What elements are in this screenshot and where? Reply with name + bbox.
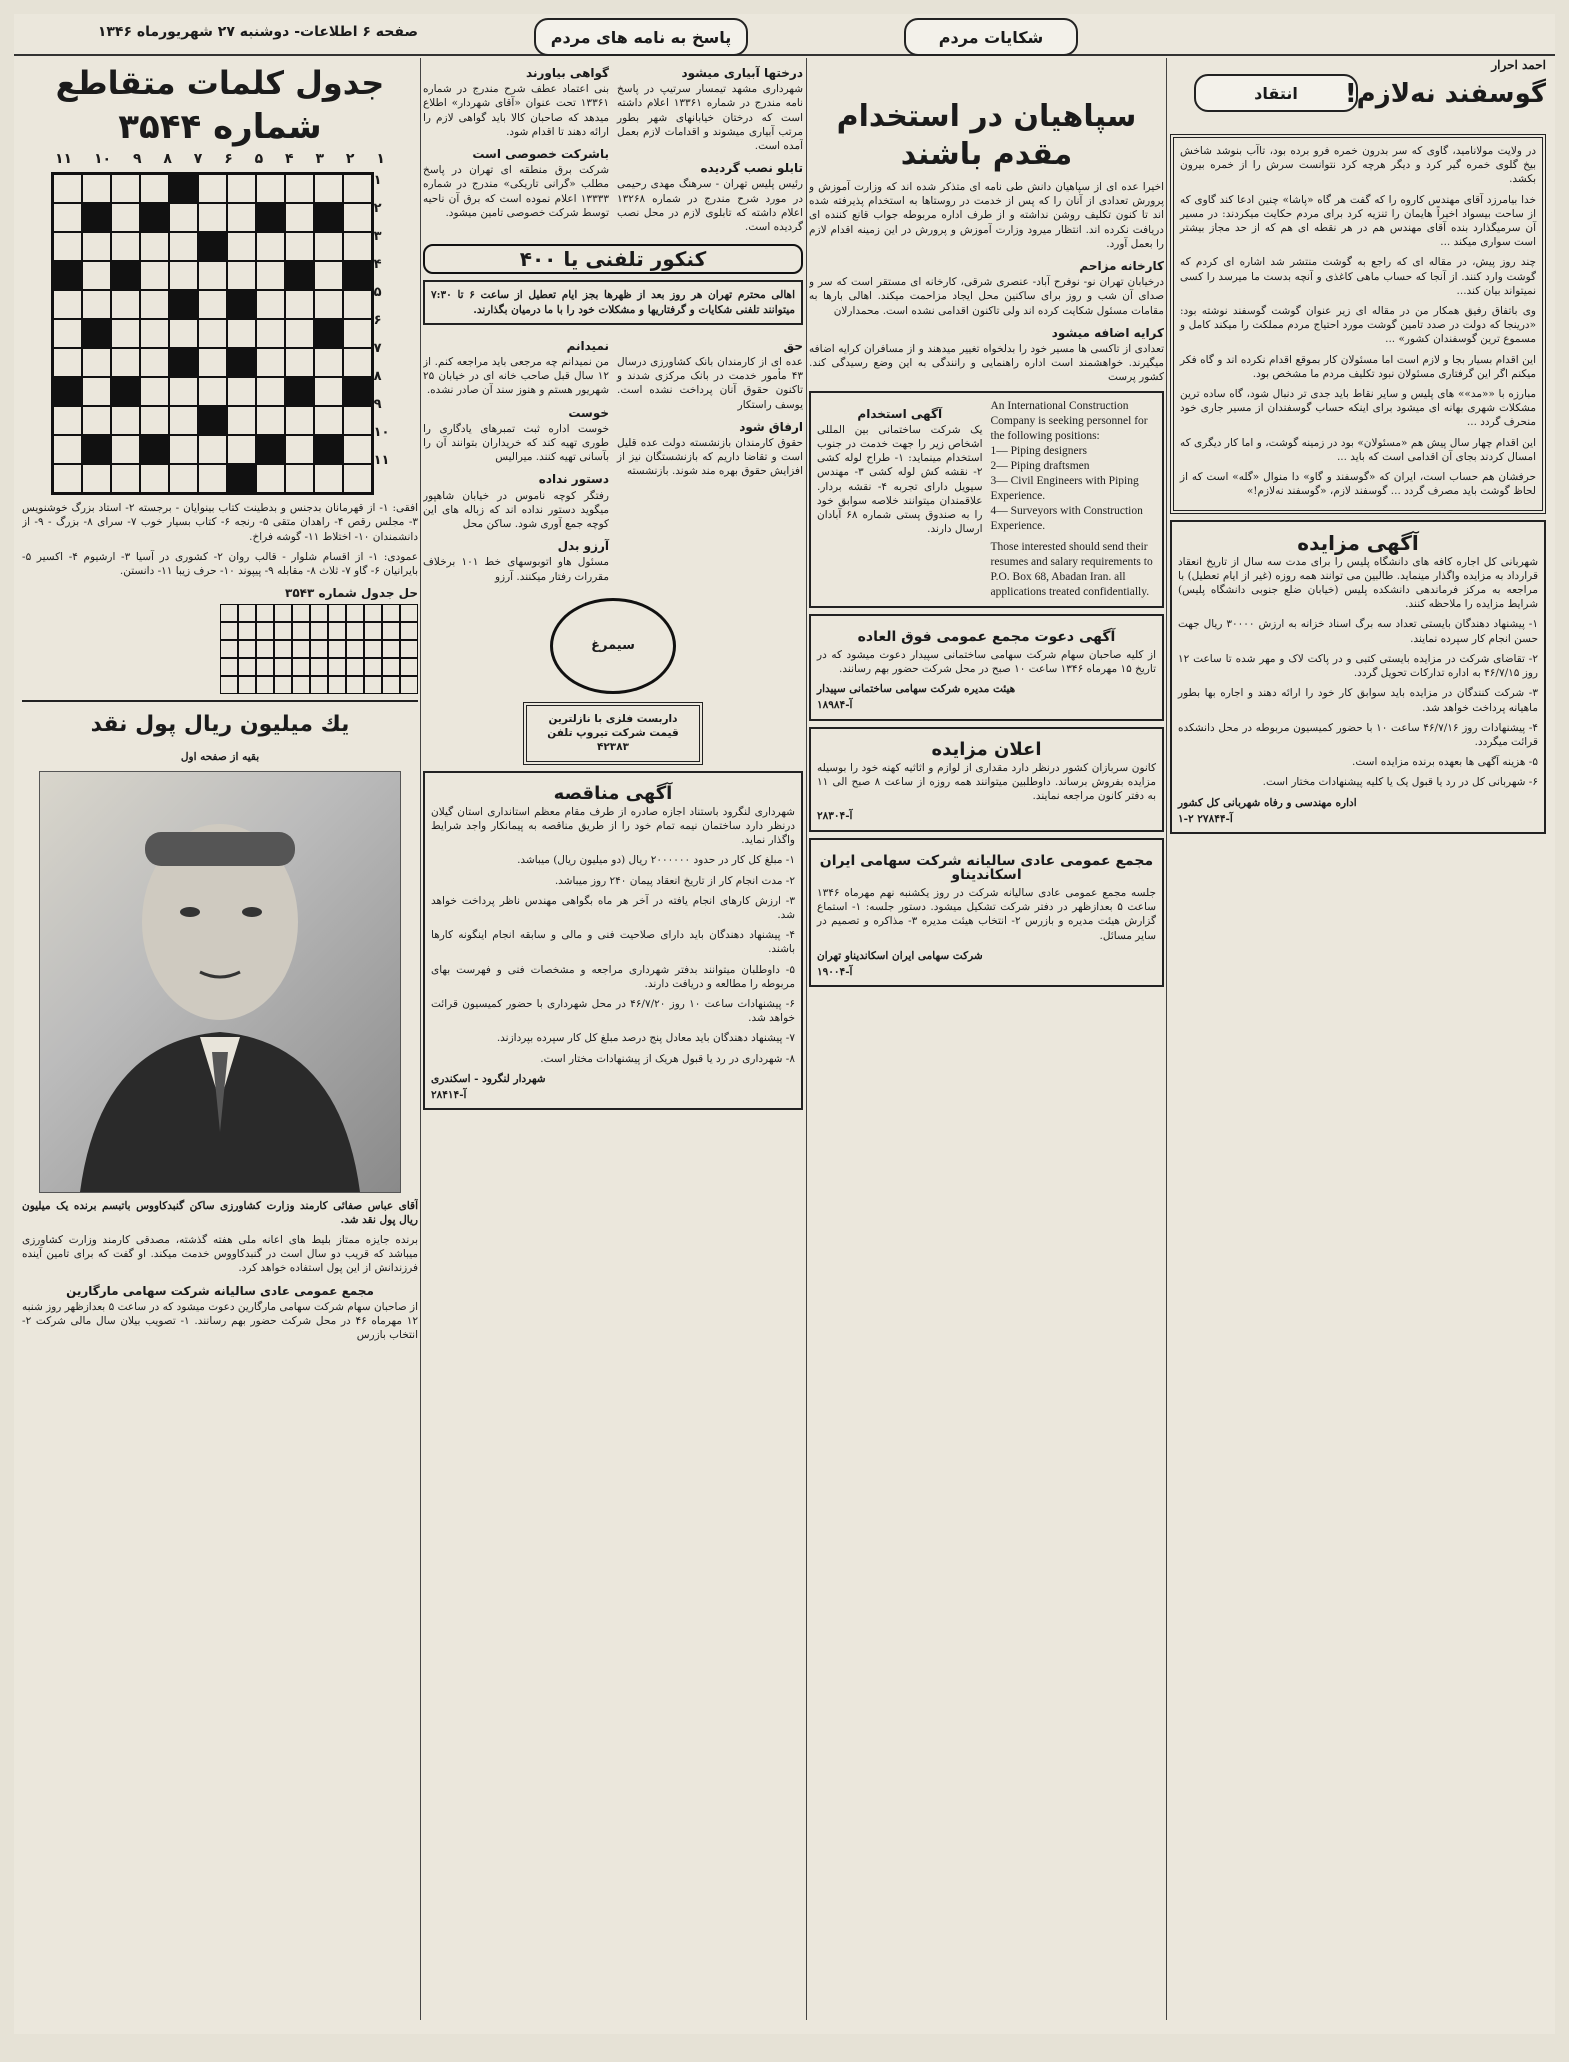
crossword-cell[interactable] bbox=[314, 261, 343, 290]
column-rule bbox=[806, 58, 807, 2020]
phone-calls-right bbox=[617, 331, 803, 590]
call-title: خوست bbox=[568, 405, 609, 420]
crossword-title: جدول کلمات متقاطع bbox=[55, 64, 385, 102]
crossword-cell[interactable] bbox=[169, 232, 198, 261]
crossword-cell[interactable] bbox=[227, 319, 256, 348]
tender-paragraph: ۷- پیشنهاد دهندگان باید معادل پنج درصد مبلغ کل کار سپرده بپردازند. bbox=[496, 1032, 795, 1045]
crossword-row-number: ۱۰ bbox=[373, 425, 390, 441]
critique-paragraph: در ولایت مولانامید، گاوی که سر بدرون خمره فرو برده بود، تاآب بنوشد شاخش بیخ گلوی خمره گیر کرد و دیگر هرچه کرد نتوانست سرش را از خمره بیرون بکشد. bbox=[1180, 145, 1536, 186]
crossword-cell[interactable] bbox=[198, 464, 227, 493]
crossword-cell[interactable] bbox=[256, 377, 285, 406]
crossword-cell[interactable] bbox=[285, 290, 314, 319]
crossword-cell[interactable] bbox=[198, 435, 227, 464]
critique-banner-label: انتقاد bbox=[1254, 83, 1298, 103]
call-text: خوست اداره ثبت تمبرهای یادگاری را طوری تهیه کند که خریداران بتوانند آن را بآسانی تهیه کنند. میرالیس bbox=[423, 422, 609, 464]
critique-paragraph: خدا بیامرزد آقای مهندس کاروه را که گفت هر گاه «پاشا» چنین ادعا کند گاوی که از ساحت بیسواد اخیراً هایمان را تنزیه کرد برای مردم حکایت میکردند: در مسیر آن سرمیگذارد بنده آقای مهندس هم در هر نقطه ای هم که از حد مجاز بیشتر است سواری میکند ... bbox=[1180, 193, 1536, 249]
tender-title: آگهی مناقصه bbox=[553, 782, 673, 804]
photo-caption: آقای عباس صفائی کارمند وزارت کشاورزی ساکن گنبدکاووس باتبسم برنده یک میلیون ریال پول نقد شد. bbox=[22, 1199, 418, 1226]
crossword-black-cell bbox=[169, 290, 198, 319]
replies-top bbox=[423, 58, 803, 240]
crossword-cell[interactable] bbox=[82, 290, 111, 319]
tender-paragraph: ۲- مدت انجام کار از تاریخ انعقاد پیمان ۲۴۰ روز میباشد. bbox=[554, 874, 795, 887]
complaint-title: کارخانه مزاحم bbox=[1079, 259, 1164, 274]
crossword-cell[interactable] bbox=[285, 406, 314, 435]
crossword-column-number: ۲ bbox=[345, 151, 355, 167]
crossword-column-numbers bbox=[55, 152, 385, 166]
general-meeting-text: جلسه مجمع عمومی عادی سالیانه شرکت در روز یکشنبه نهم مهرماه ۱۳۴۶ ساعت ۵ بعدازظهر در دفتر شرکت تشکیل میشود. دستور جلسه: ۱- استماع گزارش هیئت مدیره و بازرس ۲- انتخاب هیئت مدیره ۳- مذاکره و تصمیم در سایر مسائل. bbox=[817, 887, 1157, 942]
crossword-cell[interactable] bbox=[198, 377, 227, 406]
tender-paragraph: ۴- پیشنهاد دهندگان باید دارای صلاحیت فنی و مالی و سابقه انجام اینگونه کارها باشند. bbox=[431, 929, 795, 956]
tender-signature: شهردار لنگرود - اسکندری bbox=[431, 1072, 546, 1085]
crossword-cell[interactable] bbox=[198, 174, 227, 203]
crossword-cell[interactable] bbox=[111, 435, 140, 464]
critique-paragraph: چند روز پیش، در مقاله ای که راجع به گوشت منتشر شد اشاره ای کردم که گوشت وارد کنند. از آنجا که حساب ماهی کاغذی و آنچه بدست ما میرسد را کسی نمیتواند بیان کند... bbox=[1180, 256, 1536, 297]
call-text: عده ای از کارمندان بانک کشاورزی درسال ۴۳ مأمور خدمت در بانک مرکزی شدند و تاکنون حقوق آنان پرداخت نشده است. یوسف راستکار bbox=[617, 356, 803, 411]
reply-text: رئیس پلیس تهران - سرهنگ مهدی رحیمی در مورد شرح مندرج در شماره ۱۳۲۶۸ اعلام داشته که تابلوی لازم در محل نصب گردیده است. bbox=[617, 178, 803, 234]
crossword-black-cell bbox=[343, 261, 372, 290]
english-ad-line: Those interested should send their resumes and salary requirements to P.O. Box 68, Abadan Iran. all applications treated confidentially. bbox=[990, 540, 1153, 598]
crossword-cell[interactable] bbox=[285, 174, 314, 203]
english-ad-line: 1— Piping designers bbox=[990, 444, 1087, 457]
crossword-black-cell bbox=[227, 464, 256, 493]
critique-article bbox=[1170, 134, 1546, 514]
critique-paragraph: مبارزه با ««مد»» های پلیس و سایر نقاط باید جدی تر دنبال شود، گاه ساده ترین مشکلات شهری بهانه ای میشود برای اینکه حساب گوسفندان از مسیر جاری خود منحرف گردد ... bbox=[1180, 388, 1536, 429]
phone-calls bbox=[423, 331, 803, 590]
crossword-black-cell bbox=[198, 406, 227, 435]
auction-paragraph: شهربانی کل اجاره کافه های دانشگاه پلیس را برای مدت سه سال از تاریخ انعقاد قرارداد به مزایده واگذار مینماید. طالبین می توانند همه روزه (غیر از ایام تعطیل) با مراجعه به مرکز فرماندهی دانشکده پلیس (خیابان ضلع جنوبی دانشگاه پلیس) شرایط مزایده را ملاحظه کنند. bbox=[1178, 555, 1538, 611]
crossword-horizontal-clues: افقی: ۱- از قهرمانان بدجنس و بدطینت کتاب بینوایان - برجسته ۲- استاد بزرگ خوشنویس ۳- مجلس رقص ۴- راهدان متقی ۵- رنجه ۶- کتاب بسیار خوب ۷- سرای ۸- بزرگ - ۹- از دانشمندان ۱۰- اختلاط ۱۱- گوشه فراخ. bbox=[22, 502, 418, 543]
crossword-black-cell bbox=[82, 435, 111, 464]
call-text: مسئول هاو اتوبوسهای خط ۱۰۱ برخلاف مقررات رفتار میکنند. آرزو bbox=[423, 556, 610, 583]
crossword-black-cell bbox=[82, 319, 111, 348]
solution-grid bbox=[220, 604, 418, 694]
crossword-black-cell bbox=[140, 435, 169, 464]
general-meeting-ad bbox=[809, 838, 1164, 988]
crossword-cell[interactable] bbox=[343, 290, 372, 319]
crossword-cell[interactable] bbox=[111, 348, 140, 377]
crossword-cell[interactable] bbox=[82, 377, 111, 406]
crossword-row-number: ۱۱ bbox=[373, 453, 390, 469]
english-ad-line: 4— Surveyors with Construction Experience. bbox=[990, 504, 1143, 532]
employment-ad-title: آگهی استخدام bbox=[857, 406, 943, 421]
crossword-column-number: ۴ bbox=[285, 151, 294, 167]
crossword-cell[interactable] bbox=[256, 290, 285, 319]
crossword-cell[interactable] bbox=[198, 348, 227, 377]
crossword-cell[interactable] bbox=[53, 203, 82, 232]
critique-paragraph: وی باتفاق رفیق همکار من در مقاله ای زیر عنوان گوشت گوسفند نوشته بود: «درینجا که دولت در صدد تامین گوشت مورد احتیاج مردم مملکت را میکند کامل و مسموع ترین گوسفندان کشور» ... bbox=[1180, 305, 1536, 346]
auction2-title: اعلان مزایده bbox=[931, 738, 1042, 760]
crossword-cell[interactable] bbox=[169, 377, 198, 406]
crossword-cell[interactable] bbox=[285, 203, 314, 232]
crossword-cell[interactable] bbox=[140, 261, 169, 290]
crossword-row-number: ۵ bbox=[373, 285, 382, 301]
reply-title: تابلو نصب گردیده bbox=[700, 161, 803, 176]
complaint-text: تعدادی از تاکسی ها مسیر خود را بدلخواه تغییر میدهند و از مسافران کرایه اضافه میگیرند. خواهشمند است اداره راهنمایی و رانندگی به این وضع رسیدگی کند. کشور پرست bbox=[809, 343, 1164, 384]
auction-title: آگهی مزایده bbox=[1297, 531, 1419, 556]
general-meeting-signature: شرکت سهامی ایران اسکاندیناو تهران bbox=[817, 949, 983, 962]
crossword-cell[interactable] bbox=[227, 377, 256, 406]
crossword-cell[interactable] bbox=[198, 290, 227, 319]
auction2-text: کانون سربازان کشور درنظر دارد مقداری از لوازم و اثاثیه کهنه خود را بوسیله مزایده بفروش برساند. داوطلبین میتوانند همه روزه از ساعت ۸ صبح الی ۱۱ به دفتر کانون مراجعه نمایند. bbox=[817, 761, 1156, 803]
call-title: حق bbox=[783, 338, 803, 353]
crossword-black-cell bbox=[256, 203, 285, 232]
crossword-cell[interactable] bbox=[82, 174, 111, 203]
crossword-grid bbox=[51, 172, 374, 495]
crossword-cell[interactable] bbox=[53, 232, 82, 261]
meeting-title: آگهی دعوت مجمع عمومی فوق العاده bbox=[857, 628, 1116, 645]
crossword-cell[interactable] bbox=[227, 232, 256, 261]
crossword-black-cell bbox=[285, 377, 314, 406]
crossword-cell[interactable] bbox=[314, 348, 343, 377]
crossword-row-number: ۷ bbox=[373, 341, 382, 357]
tender-paragraph: شهرداری لنگرود باستناد اجازه صادره از طرف مقام معظم استانداری استان گیلان درنظر دارد ساختمان نیمه تمام خود را از طریق مناقصه به پیمانکار واجد شرایط واگذار نماید. bbox=[431, 805, 795, 847]
crossword-cell[interactable] bbox=[227, 203, 256, 232]
simorgh-logo-label: سیمرغ bbox=[591, 637, 635, 653]
complaints-headline: سپاهیان در استخدام مقدم باشند bbox=[836, 99, 1137, 172]
margarine-meeting-title: مجمع عمومی عادی سالیانه شرکت سهامی مارگارین bbox=[66, 1283, 374, 1298]
crossword-cell[interactable] bbox=[140, 174, 169, 203]
column-rule bbox=[420, 58, 421, 2020]
english-ad-line: 3— Civil Engineers with Piping Experience. bbox=[990, 474, 1139, 502]
crossword-cell[interactable] bbox=[314, 174, 343, 203]
crossword-cell[interactable] bbox=[256, 174, 285, 203]
auction2-code: آ-۲۸۳۰۴ bbox=[817, 810, 853, 823]
crossword-cell[interactable] bbox=[111, 232, 140, 261]
crossword-cell[interactable] bbox=[53, 464, 82, 493]
crossword-cell[interactable] bbox=[343, 435, 372, 464]
call-title: آرزو بدل bbox=[557, 539, 609, 554]
complaints-column bbox=[809, 58, 1164, 2020]
phone-banner: کنکور تلفنی یا ۴۰۰ bbox=[423, 244, 803, 274]
auction-signature: اداره مهندسی و رفاه شهربانی کل کشور bbox=[1178, 796, 1357, 809]
reply-banner-label: پاسخ به نامه های مردم bbox=[550, 27, 732, 47]
crossword-cell[interactable] bbox=[111, 174, 140, 203]
crossword-black-cell bbox=[140, 203, 169, 232]
crossword-cell[interactable] bbox=[227, 406, 256, 435]
critique-column bbox=[1170, 58, 1546, 2020]
crossword-black-cell bbox=[169, 348, 198, 377]
portrait-photo bbox=[39, 771, 401, 1193]
employment-ad-english bbox=[991, 399, 1157, 600]
crossword-cell[interactable] bbox=[343, 203, 372, 232]
crossword-cell[interactable] bbox=[169, 319, 198, 348]
call-text: حقوق کارمندان بازنشسته دولت عده قلیل است و تقاضا داریم که بازنشستگان نیز از افزایش حقوق بهره مند شوند. بازنشسته bbox=[617, 437, 803, 478]
crossword-cell[interactable] bbox=[314, 290, 343, 319]
crossword-cell[interactable] bbox=[53, 319, 82, 348]
phone-notice: اهالی محترم تهران هر روز بعد از ظهرها بجز ایام تعطیل از ساعت ۶ تا ۷:۳۰ میتوانند تلفنی شکایات و گرفتاریها و مشکلات خود را با ما درمیان بگذارند. bbox=[423, 280, 803, 324]
critique-paragraph: این اقدام بسیار بجا و لازم است اما مسئولان کار بموقع اقدام نکرده اند و گاه فکر میکنم اگر این گرفتاری مسئولان نبود تکلیف مردم ما مشخص بود. bbox=[1180, 353, 1536, 380]
crossword-cell[interactable] bbox=[256, 232, 285, 261]
critique-author: احمد احرار bbox=[1491, 58, 1546, 72]
phone-calls-left bbox=[423, 331, 609, 590]
call-text: رفتگر کوچه ناموس در خیابان شاهپور میگوید دستور نداده اند که زباله های این کوچه جمع آوری شود. ساکن محل bbox=[423, 489, 609, 531]
reply-text: شرکت برق منطقه ای تهران در پاسخ مطلب «گرانی تاریکی» مندرج در شماره ۱۳۳۳۳ اعلام نموده است که برق آن ناحیه توسط شرکت خصوصی تامین میشود. bbox=[423, 164, 609, 219]
crossword-column bbox=[22, 58, 418, 2020]
critique-header bbox=[1170, 58, 1546, 128]
crossword-column-number: ۶ bbox=[224, 151, 233, 167]
crossword-black-cell bbox=[256, 435, 285, 464]
solution-title: حل جدول شماره ۳۵۴۳ bbox=[285, 586, 418, 601]
meeting-text: از کلیه صاحبان سهام شرکت سهامی ساختمانی سپیدار دعوت میشود که در تاریخ ۱۵ مهرماه ۱۳۴۶ ساعت ۱۰ صبح در محل شرکت حضور بهم رسانند. bbox=[817, 648, 1156, 676]
employment-ad bbox=[809, 391, 1164, 608]
meeting-code: آ-۱۸۹۸۴ bbox=[817, 699, 853, 712]
crossword-cell[interactable] bbox=[111, 203, 140, 232]
crossword-black-cell bbox=[343, 377, 372, 406]
complaint-title: کرایه اضافه میشود bbox=[1051, 325, 1164, 340]
tender-paragraph: ۸- شهرداری در رد یا قبول هریک از پیشنهادات مختار است. bbox=[540, 1052, 795, 1065]
crossword-cell[interactable] bbox=[169, 261, 198, 290]
crossword-cell[interactable] bbox=[140, 290, 169, 319]
crossword-cell[interactable] bbox=[343, 319, 372, 348]
crossword-cell[interactable] bbox=[140, 406, 169, 435]
column-rule bbox=[1166, 58, 1167, 2020]
crossword-cell[interactable] bbox=[82, 261, 111, 290]
call-title: دستور نداده bbox=[538, 472, 609, 487]
crossword-cell[interactable] bbox=[111, 406, 140, 435]
crossword-cell[interactable] bbox=[314, 464, 343, 493]
crossword-cell[interactable] bbox=[314, 232, 343, 261]
crossword-column-number: ۵ bbox=[254, 151, 264, 167]
crossword-cell[interactable] bbox=[198, 203, 227, 232]
crossword-cell[interactable] bbox=[343, 174, 372, 203]
complaints-banner-label: شکایات مردم bbox=[938, 27, 1044, 47]
crossword-cell[interactable] bbox=[169, 464, 198, 493]
crossword-cell[interactable] bbox=[140, 319, 169, 348]
crossword-cell[interactable] bbox=[343, 464, 372, 493]
tender-paragraph: ۵- داوطلبان میتوانند بدفتر شهرداری مراجعه و مشخصات فنی و فهرست بهای مربوطه را مطالعه و دریافت دارند. bbox=[431, 963, 795, 990]
reply-banner bbox=[534, 18, 748, 56]
crossword-cell[interactable] bbox=[198, 261, 227, 290]
crossword-row-numbers bbox=[374, 174, 390, 501]
crossword-cell[interactable] bbox=[111, 319, 140, 348]
crossword-puzzle bbox=[22, 152, 418, 501]
crossword-cell[interactable] bbox=[140, 464, 169, 493]
crossword-black-cell bbox=[198, 232, 227, 261]
crossword-cell[interactable] bbox=[314, 406, 343, 435]
critique-paragraph: این اقدام چهار سال پیش هم «مسئولان» بود در زمینه گوشت، و اما کار دیگری که امسال کردند بجای آن اقدامی است که باید ... bbox=[1180, 436, 1536, 463]
crossword-cell[interactable] bbox=[82, 406, 111, 435]
crossword-cell[interactable] bbox=[169, 406, 198, 435]
story-subtitle: بقیه از صفحه اول bbox=[180, 751, 260, 764]
auction-announcement bbox=[809, 727, 1164, 832]
crossword-cell[interactable] bbox=[227, 261, 256, 290]
english-ad-line: An International Construction Company is seeking personnel for the following positions: bbox=[990, 399, 1148, 442]
page-info: صفحه ۶ اطلاعات- دوشنبه ۲۷ شهریورماه ۱۳۴۶ bbox=[97, 24, 418, 40]
crossword-cell[interactable] bbox=[343, 232, 372, 261]
english-ad-line: 2— Piping draftsmen bbox=[990, 459, 1090, 472]
tender-paragraph: ۱- مبلغ کل کار در حدود ۲۰۰۰۰۰۰ ریال (دو میلیون ریال) میباشد. bbox=[517, 854, 795, 867]
critique-logo-space bbox=[1170, 58, 1320, 128]
crossword-black-cell bbox=[314, 435, 343, 464]
crossword-number: شماره ۳۵۴۴ bbox=[118, 107, 322, 147]
auction-paragraph: ۵- هزینه آگهی ها بعهده برنده مزایده است. bbox=[1352, 756, 1538, 769]
crossword-cell[interactable] bbox=[53, 435, 82, 464]
crossword-cell[interactable] bbox=[169, 203, 198, 232]
auction-paragraph: ۴- پیشنهادات روز ۴۶/۷/۱۶ ساعت ۱۰ با حضور کمیسیون مربوطه در محل دانشکده قرائت میگردد. bbox=[1178, 721, 1539, 748]
portrait-photo-drawing bbox=[40, 772, 400, 1192]
crossword-cell[interactable] bbox=[111, 464, 140, 493]
crossword-black-cell bbox=[227, 290, 256, 319]
margarine-meeting-text: از صاحبان سهام شرکت سهامی مارگارین دعوت میشود که در ساعت ۵ بعدازظهر روز شنبه ۱۲ مهرماه ۴۶ در محل شرکت حضور بهم رسانند. ۱- تصویب بیلان سال مالی شرکت ۲- انتخاب بازرس bbox=[22, 1300, 418, 1342]
simorgh-logo bbox=[550, 598, 676, 694]
crossword-row-number: ۳ bbox=[373, 229, 382, 245]
general-meeting-code: آ-۱۹۰۰۴ bbox=[817, 966, 853, 979]
crossword-cell[interactable] bbox=[140, 348, 169, 377]
crossword-cell[interactable] bbox=[256, 319, 285, 348]
newspaper-page bbox=[14, 14, 1555, 2034]
reply-text: بنی اعتماد عطف شرح مندرج در شماره ۱۳۳۶۱ تحت عنوان «آقای شهردار» اطلاع میدهد که صاحبان کالا باید گواهی لازم را ارائه دهند تا اقدام شود. bbox=[423, 83, 609, 138]
crossword-row-number: ۶ bbox=[373, 313, 382, 329]
story-title: یك میلیون ریال پول نقد bbox=[22, 700, 418, 744]
crossword-column-number: ۹ bbox=[132, 151, 142, 167]
auction-notice bbox=[1170, 520, 1546, 833]
call-text: من نمیدانم چه مرجعی باید مراجعه کنم. از ۱۲ سال قبل صاحب خانه ای در خیابان ۲۵ شهریور هستم و هنوز سند آن صادر نشده. bbox=[423, 356, 609, 397]
complaints-intro: اخیرا عده ای از سپاهیان دانش طی نامه ای متذکر شده اند که وزارت آموزش و پرورش تعدادی از آنان را که پس از خدمت در روستاها به استخدام پذیرفته شده اند تا کنون تکلیف روشن نداشته و از طرف اداره مربوطه جواب قانع کننده ای دریافت نکرده اند. انتظار میرود وزارت آموزش و پرورش در این زمینه اقدام لازم را بعمل آورد. bbox=[809, 181, 1164, 250]
scaffold-ad: داربست فلزی با نازلترین قیمت شرکت تیروپ تلفن ۴۲۳۸۳ bbox=[523, 702, 703, 765]
crossword-row-number: ۸ bbox=[373, 369, 382, 385]
tender-notice bbox=[423, 771, 803, 1111]
crossword-cell[interactable] bbox=[343, 348, 372, 377]
crossword-row-number: ۴ bbox=[373, 257, 382, 273]
crossword-cell[interactable] bbox=[53, 174, 82, 203]
crossword-column-number: ۱ bbox=[376, 151, 385, 167]
crossword-cell[interactable] bbox=[169, 435, 198, 464]
crossword-cell[interactable] bbox=[53, 406, 82, 435]
crossword-black-cell bbox=[53, 377, 82, 406]
extraordinary-meeting-ad bbox=[809, 614, 1164, 721]
replies-left bbox=[423, 58, 609, 240]
auction-paragraph: ۱- پیشنهاد دهندگان بایستی تعداد سه برگ اسناد خزانه به ارزش ۳۰۰۰۰ ریال جهت حسن انجام کار سپرده نمایند. bbox=[1178, 618, 1538, 645]
crossword-cell[interactable] bbox=[285, 319, 314, 348]
crossword-black-cell bbox=[53, 261, 82, 290]
crossword-cell[interactable] bbox=[256, 406, 285, 435]
replies-right bbox=[617, 58, 803, 240]
auction-code: آ-۲۷۸۴۴ ۲-۱ bbox=[1178, 812, 1233, 825]
crossword-cell[interactable] bbox=[53, 348, 82, 377]
crossword-cell[interactable] bbox=[256, 348, 285, 377]
call-title: نمیدانم bbox=[566, 338, 609, 353]
employment-ad-text: یک شرکت ساختمانی بین المللی اشخاص زیر را جهت خدمت در جنوب استخدام مینماید: ۱- طراح لوله کشی ۲- نقشه کش لوله کشی ۳- مهندس سیویل دارای تجربه ۴- نقشه بردار. علاقمندان میتوانند خلاصه سوابق خود را به صندوق پستی شماره ۶۸ آبادان ارسال دارند. bbox=[817, 423, 983, 536]
crossword-cell[interactable] bbox=[140, 377, 169, 406]
crossword-black-cell bbox=[111, 377, 140, 406]
crossword-cell[interactable] bbox=[53, 290, 82, 319]
meeting-signature: هیئت مدیره شرکت سهامی ساختمانی سپیدار bbox=[817, 683, 1016, 696]
crossword-row-number: ۹ bbox=[373, 397, 382, 413]
replies-column bbox=[423, 58, 803, 2020]
crossword-cell[interactable] bbox=[285, 348, 314, 377]
complaint-text: درخیابان تهران نو- نوفرح آباد- عنصری شرقی، کارخانه ای مستقر است که سر و صدای آن شب و روز برای ساکنین محل ایجاد مزاحمت میکند. اهالی بارها به مقامات مسئول شکایت کرده اند ولی تاکنون اقدامی نشده است. محمدارلان bbox=[809, 276, 1164, 317]
crossword-black-cell bbox=[169, 174, 198, 203]
crossword-cell[interactable] bbox=[256, 261, 285, 290]
crossword-column-number: ۳ bbox=[315, 151, 325, 167]
critique-title: گوسفند نه‌لازم! bbox=[1344, 79, 1546, 110]
tender-code: آ-۲۸۴۱۴ bbox=[431, 1088, 467, 1101]
crossword-cell[interactable] bbox=[82, 464, 111, 493]
story-text: برنده جایزه ممتاز بلیط های اعانه ملی هفته گذشته، مصدقی کارمند وزارت کشاورزی میباشد که قریب دو سال است در گنبدکاووس خدمت میکند. او گفت که برای تامین آینده فرزندانش از این پول استفاده خواهد کرد. bbox=[22, 1234, 418, 1275]
crossword-cell[interactable] bbox=[343, 406, 372, 435]
crossword-black-cell bbox=[314, 203, 343, 232]
crossword-black-cell bbox=[285, 261, 314, 290]
crossword-cell[interactable] bbox=[285, 232, 314, 261]
crossword-cell[interactable] bbox=[227, 174, 256, 203]
crossword-vertical-clues: عمودی: ۱- از اقسام شلوار - قالب روان ۲- کشوری در آسیا ۳- ارشیوم ۴- اکسیر ۵- بایرانیان ۶- گاو ۷- ثلاث ۸- مقابله ۹- پیپوند ۱۰- حرف زیبا ۱۱- دانستن. bbox=[22, 550, 418, 578]
crossword-cell[interactable] bbox=[227, 435, 256, 464]
crossword-cell[interactable] bbox=[256, 464, 285, 493]
critique-paragraph: حرفشان هم حساب است، ایران که «گوسفند و گاو» دا منوال «گله» است که از لحاظ گوشت باید مصرف گردد ... گوسفند لازم، «گوسفند نه‌لازم!» bbox=[1180, 471, 1536, 498]
crossword-black-cell bbox=[227, 348, 256, 377]
crossword-cell[interactable] bbox=[82, 232, 111, 261]
reply-title: درختها آبیاری میشود bbox=[681, 66, 803, 80]
tender-paragraph: ۳- ارزش کارهای انجام یافته در آخر هر ماه بگواهی مهندس ناظر پرداخت خواهد شد. bbox=[431, 894, 795, 921]
crossword-cell[interactable] bbox=[285, 464, 314, 493]
tender-paragraph: ۶- پیشنهادات ساعت ۱۰ روز ۴۶/۷/۲۰ در محل شهرداری با حضور کمیسیون قرائت خواهد شد. bbox=[431, 997, 795, 1025]
crossword-cell[interactable] bbox=[82, 348, 111, 377]
crossword-cell[interactable] bbox=[198, 319, 227, 348]
employment-ad-persian bbox=[817, 399, 983, 600]
general-meeting-title: مجمع عمومی عادی سالیانه شرکت سهامی ایران اسکاندیناو bbox=[819, 852, 1154, 883]
reply-title: گواهی بیاورند bbox=[526, 66, 609, 80]
crossword-cell[interactable] bbox=[314, 377, 343, 406]
auction-paragraph: ۲- تقاضای شرکت در مزایده بایستی کتبی و در پاکت لاک و مهر شده تا ساعت ۱۲ روز ۴۶/۷/۱۵ به اداره تدارکات تحویل گردد. bbox=[1178, 652, 1538, 680]
crossword-column-number: ۱۱ bbox=[55, 151, 73, 167]
crossword-column-number: ۸ bbox=[163, 151, 172, 167]
crossword-cell[interactable] bbox=[285, 435, 314, 464]
crossword-row-number: ۱ bbox=[373, 173, 382, 189]
crossword-black-cell bbox=[82, 203, 111, 232]
complaints-banner bbox=[904, 18, 1078, 56]
crossword-cell[interactable] bbox=[140, 232, 169, 261]
reply-title: باشرکت خصوصی است bbox=[472, 147, 609, 162]
crossword-row-number: ۲ bbox=[373, 201, 382, 217]
call-title: ارفاق شود bbox=[739, 419, 803, 434]
auction-paragraph: ۳- شرکت کنندگان در مزایده باید سوابق کار خود را ارائه دهند و اجاره بها بطور ماهیانه پرداخت خواهد شد. bbox=[1178, 687, 1538, 714]
crossword-black-cell bbox=[111, 261, 140, 290]
crossword-column-number: ۱۰ bbox=[93, 151, 112, 167]
crossword-black-cell bbox=[314, 319, 343, 348]
crossword-column-number: ۷ bbox=[193, 151, 203, 167]
crossword-cell[interactable] bbox=[111, 290, 140, 319]
auction-paragraph: ۶- شهربانی کل در رد یا قبول یک یا کلیه پیشنهادات مختار است. bbox=[1262, 776, 1538, 789]
reply-text: شهرداری مشهد تیمسار سرتیپ در پاسخ نامه مندرج در شماره ۱۳۳۶۱ اعلام داشته است که درختان خیابانهای شهر بطور مرتب آبیاری میشوند و اقدامات لازم بعمل آمده است. bbox=[617, 83, 803, 153]
